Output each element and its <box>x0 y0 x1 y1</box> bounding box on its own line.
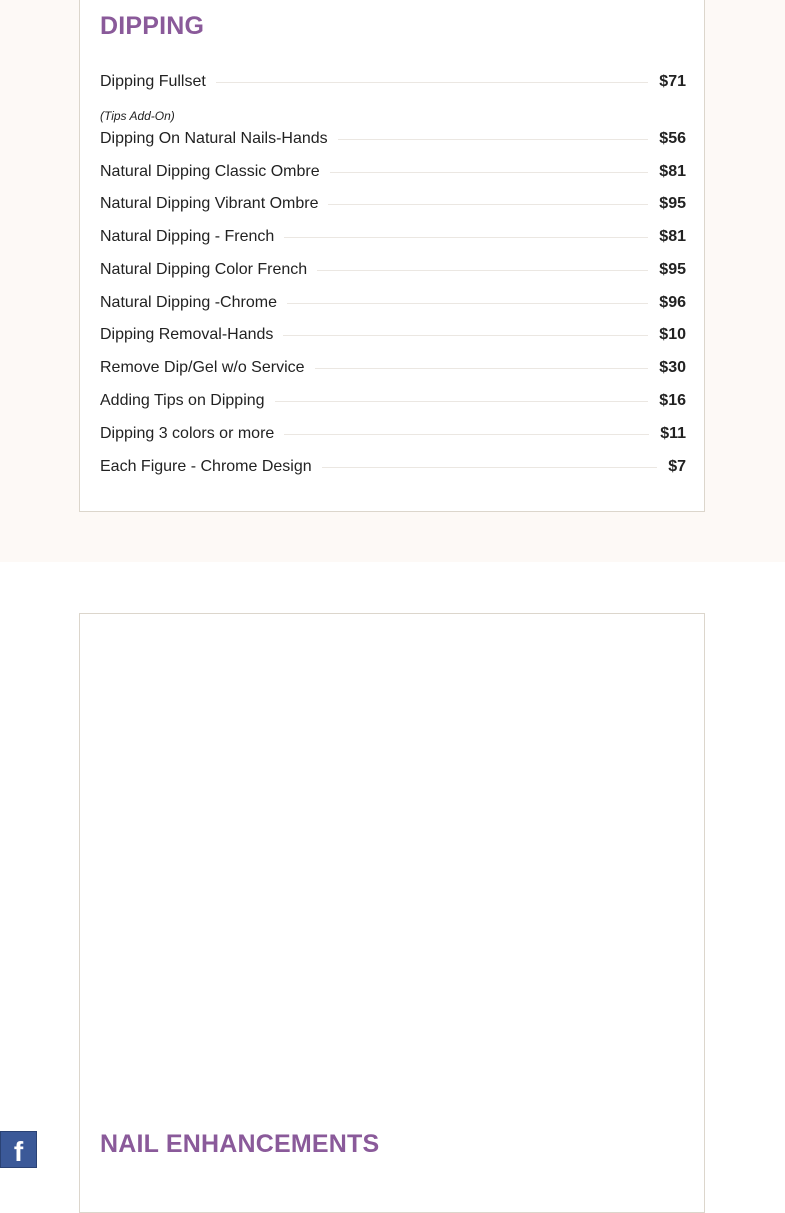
menu-item <box>100 71 686 93</box>
dotted-leader <box>338 139 649 140</box>
facebook-icon: f <box>13 1136 24 1167</box>
item-price: $96 <box>659 294 686 311</box>
menu-item <box>100 292 686 314</box>
item-name: Dipping Fullset <box>100 73 206 90</box>
item-price: $95 <box>659 261 686 278</box>
item-name: Dipping Removal-Hands <box>100 326 274 343</box>
item-name: Dipping On Natural Nails-Hands <box>100 130 328 147</box>
menu-item <box>100 456 686 478</box>
item-name: Natural Dipping Classic Ombre <box>100 163 320 180</box>
item-name: Natural Dipping Color French <box>100 261 308 278</box>
item-note: (Tips Add-On) <box>100 109 175 123</box>
item-price: $56 <box>659 130 686 147</box>
item-name: Each Figure - Chrome Design <box>100 458 312 475</box>
item-price: $95 <box>659 195 686 212</box>
item-name: Adding Tips on Dipping <box>100 392 265 409</box>
dotted-leader <box>284 434 649 435</box>
menu-item <box>100 423 686 445</box>
item-name: Natural Dipping Vibrant Ombre <box>100 195 319 212</box>
item-name: Dipping 3 colors or more <box>100 425 275 442</box>
dotted-leader <box>283 335 648 336</box>
item-name: Remove Dip/Gel w/o Service <box>100 359 305 376</box>
dotted-leader <box>287 303 648 304</box>
item-name: Natural Dipping - French <box>100 228 275 245</box>
menu-item <box>100 128 686 150</box>
menu-item <box>100 259 686 281</box>
dotted-leader <box>322 467 658 468</box>
item-price: $81 <box>659 163 686 180</box>
item-price: $7 <box>668 458 686 475</box>
menu-item <box>100 161 686 183</box>
dotted-leader <box>284 237 648 238</box>
menu-item <box>100 390 686 412</box>
item-name: Natural Dipping -Chrome <box>100 294 277 311</box>
dipping-menu-card <box>79 0 705 512</box>
item-price: $11 <box>660 425 686 442</box>
dotted-leader <box>216 82 648 83</box>
dotted-leader <box>330 172 649 173</box>
item-price: $71 <box>659 73 686 90</box>
item-price: $30 <box>659 359 686 376</box>
item-price: $16 <box>659 392 686 409</box>
dotted-leader <box>328 204 648 205</box>
menu-item <box>100 324 686 346</box>
menu-item <box>100 193 686 215</box>
dotted-leader <box>317 270 648 271</box>
section-title-nail-enhancements: NAIL ENHANCEMENTS <box>100 1130 380 1158</box>
item-price: $10 <box>659 326 686 343</box>
section-title-dipping: DIPPING <box>100 12 205 40</box>
item-price: $81 <box>659 228 686 245</box>
dotted-leader <box>275 401 649 402</box>
menu-item <box>100 357 686 379</box>
facebook-button[interactable] <box>0 1131 37 1168</box>
nail-enhancements-card <box>79 613 705 1213</box>
menu-item <box>100 226 686 248</box>
dotted-leader <box>315 368 649 369</box>
